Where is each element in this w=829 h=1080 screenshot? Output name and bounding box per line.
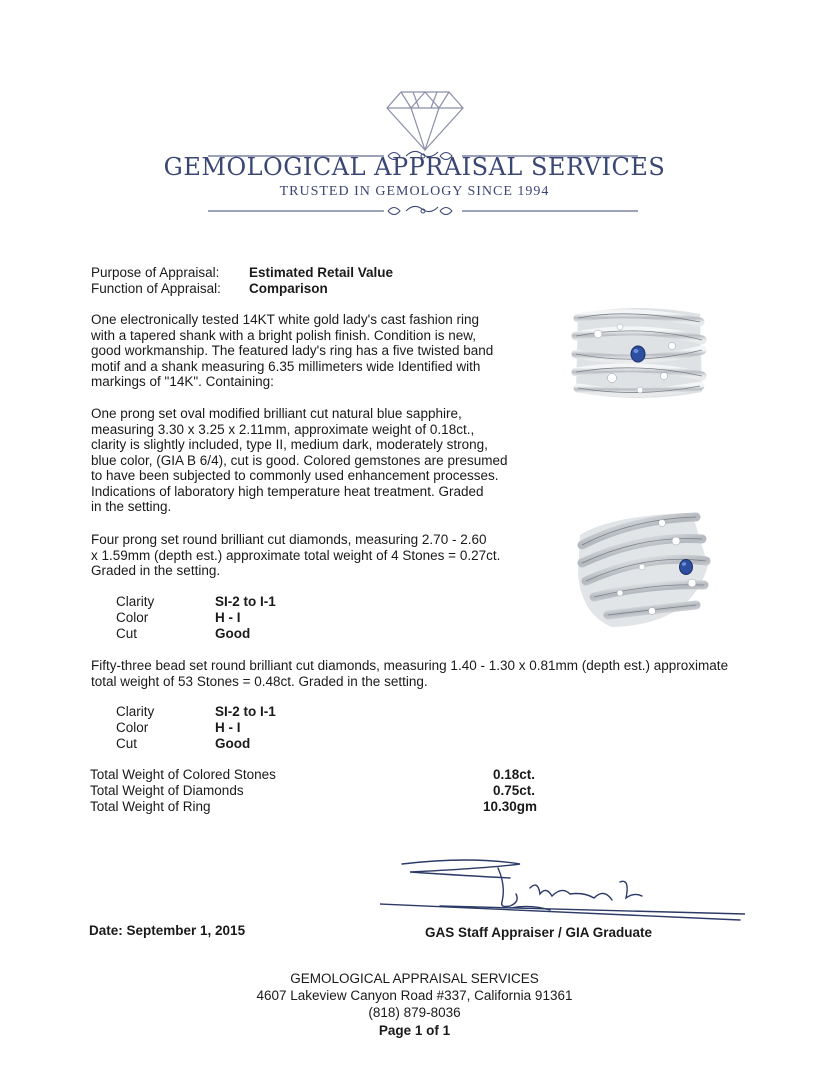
total-diamonds-label: Total Weight of Diamonds — [90, 783, 244, 798]
purpose-label: Purpose of Appraisal: — [91, 265, 220, 280]
bead-diamonds-line: Fifty-three bead set round brilliant cut diamonds, measuring 1.40 - 1.30 x 0.81mm (depth est.) approximate — [91, 658, 729, 673]
sapphire-line: One prong set oval modified brilliant cut natural blue sapphire, — [91, 406, 462, 421]
footer-address: 4607 Lakeview Canyon Road #337, California 91361 — [256, 988, 573, 1003]
footer-company: GEMOLOGICAL APPRAISAL SERVICES — [290, 971, 539, 986]
sapphire-line: measuring 3.30 x 3.25 x 2.11mm, approximate weight of 0.18ct., — [91, 421, 475, 437]
sapphire-line: blue color, (GIA B 6/4), cut is good. Colored gemstones are presumed — [91, 452, 508, 468]
clarity-value: SI-2 to I-1 — [215, 704, 276, 719]
footer-phone: (818) 879-8036 — [368, 1005, 461, 1020]
prong-diamonds-line: Four prong set round brilliant cut diamonds, measuring 2.70 - 2.60 — [91, 532, 487, 547]
color-label: Color — [116, 720, 149, 735]
color-value: H - I — [215, 610, 241, 625]
company-name: GEMOLOGICAL APPRAISAL SERVICES — [163, 153, 666, 181]
sapphire-line: clarity is slightly included, type II, medium dark, moderately strong, — [91, 437, 488, 452]
purpose-value: Estimated Retail Value — [249, 265, 394, 280]
appraiser-title: GAS Staff Appraiser / GIA Graduate — [425, 925, 653, 940]
sapphire-description — [91, 406, 507, 515]
prong-diamonds-line: Graded in the setting. — [91, 563, 221, 578]
bead-diamonds-description — [91, 658, 728, 689]
sapphire-line: to have been subjected to commonly used enhancement processes. — [91, 468, 499, 483]
appraisal-date: Date: September 1, 2015 — [89, 923, 246, 938]
sapphire-line: in the setting. — [91, 499, 172, 514]
sapphire-line: Indications of laboratory high temperature heat treatment. Graded — [91, 483, 484, 499]
description-line: good workmanship. The featured lady's ring has a five twisted band — [91, 343, 494, 358]
total-colored-value: 0.18ct. — [493, 767, 536, 782]
total-colored-label: Total Weight of Colored Stones — [90, 767, 276, 782]
ring-description — [91, 312, 493, 390]
scroll-ornament-icon — [208, 203, 638, 219]
prong-diamonds-line: x 1.59mm (depth est.) approximate total weight of 4 Stones = 0.27ct. — [91, 547, 501, 563]
function-label: Function of Appraisal: — [91, 281, 221, 296]
prong-diamonds-description — [91, 532, 500, 579]
cut-label: Cut — [116, 736, 138, 751]
cut-value: Good — [215, 736, 251, 751]
description-line: One electronically tested 14KT white gold lady's cast fashion ring — [91, 312, 480, 327]
total-ring-label: Total Weight of Ring — [90, 799, 211, 814]
ring-photo-front — [568, 300, 708, 405]
color-label: Color — [116, 610, 149, 625]
function-value: Comparison — [249, 281, 328, 296]
bead-diamonds-line: total weight of 53 Stones = 0.48ct. Graded in the setting. — [91, 673, 428, 689]
handwritten-signature — [380, 858, 745, 930]
total-ring-value: 10.30gm — [483, 799, 538, 814]
description-line: motif and a shank measuring 6.35 millimeters wide Identified with — [91, 358, 481, 374]
cut-label: Cut — [116, 626, 138, 641]
diamond-logo-icon — [383, 84, 467, 154]
page-number: Page 1 of 1 — [378, 1023, 451, 1038]
color-value: H - I — [215, 720, 241, 735]
clarity-value: SI-2 to I-1 — [215, 594, 276, 609]
total-diamonds-value: 0.75ct. — [493, 783, 536, 798]
clarity-label: Clarity — [116, 594, 155, 609]
company-tagline: TRUSTED IN GEMOLOGY SINCE 1994 — [279, 184, 550, 199]
description-line: with a tapered shank with a bright polish finish. Condition is new, — [91, 327, 476, 343]
ring-photo-angle — [572, 505, 714, 635]
description-line: markings of "14K". Containing: — [91, 374, 274, 389]
clarity-label: Clarity — [116, 704, 155, 719]
cut-value: Good — [215, 626, 251, 641]
